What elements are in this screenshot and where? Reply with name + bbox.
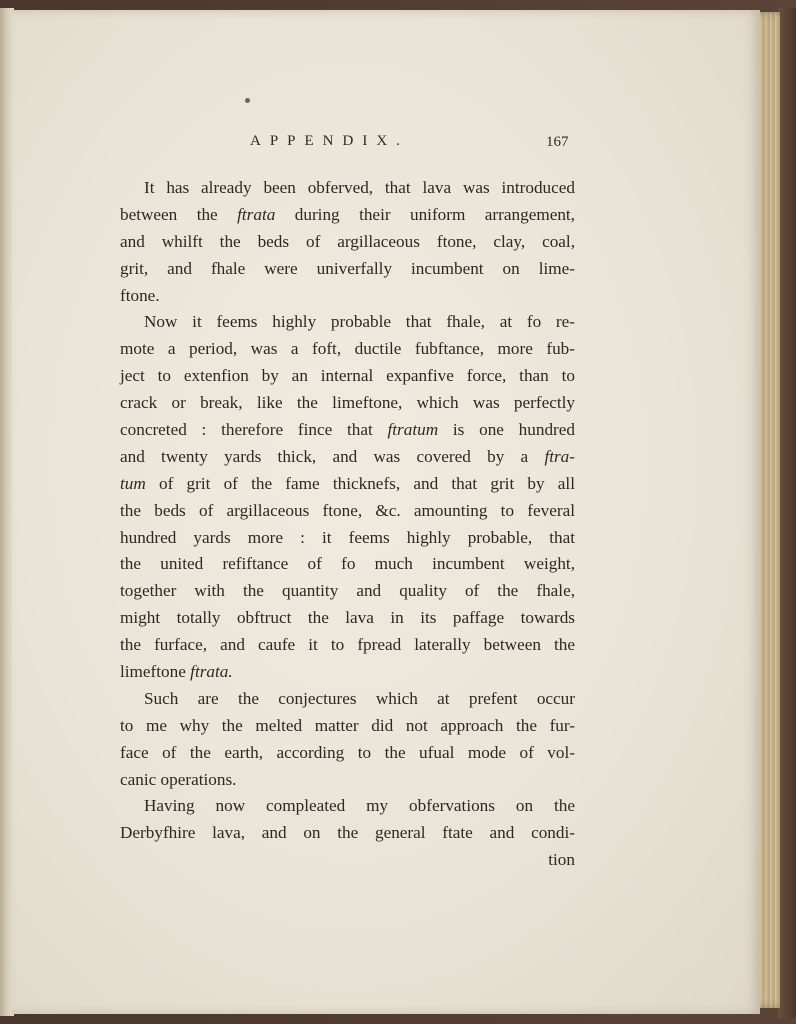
text-line: together with the quantity and quality of the fhale,: [120, 581, 575, 601]
text-line: Derbyfhire lava, and on the general ftate and condi-: [120, 823, 575, 843]
page-number: 167: [546, 134, 569, 150]
text-line: to me why the melted matter did not approach the fur-: [120, 715, 575, 735]
text-line: grit, and fhale were univerfally incumbent on lime-: [120, 258, 575, 278]
text-line: the united refiftance of fo much incumbent weight,: [120, 554, 575, 574]
text-line: the beds of argillaceous ftone, &c. amounting to feveral: [120, 500, 575, 520]
text-line: and whilft the beds of argillaceous ftone, clay, coal,: [120, 231, 575, 251]
text-line: canic operations.: [120, 769, 237, 789]
text-line: the furface, and caufe it to fpread laterally between the: [120, 635, 575, 655]
text-line: Such are the conjectures which at prefent occur: [144, 688, 575, 708]
text-line: It has already been obferved, that lava was introduced: [144, 178, 575, 197]
running-head: APPENDIX.: [250, 133, 409, 149]
text-line: ftone.: [120, 285, 160, 305]
text-line: might totally obftruct the lava in its paffage towards: [120, 608, 575, 628]
text-line: limeftone ftrata.: [120, 662, 233, 682]
text-line: hundred yards more : it feems highly probable, that: [120, 527, 575, 547]
text-line: Now it feems highly probable that fhale, at fo re-: [144, 312, 575, 332]
text-line: ject to extenfion by an internal expanfive force, than to: [120, 366, 575, 386]
text-line: and twenty yards thick, and was covered by a ftra-: [120, 446, 575, 466]
text-line: between the ftrata during their uniform arrangement,: [120, 204, 575, 224]
text-line: concreted : therefore fince that ftratum is one hundred: [120, 420, 575, 440]
text-line: mote a period, was a foft, ductile fubftance, more fub-: [120, 339, 575, 359]
text-line: face of the earth, according to the ufual mode of vol-: [120, 742, 575, 762]
text-line: Having now compleated my obfervations on the: [144, 796, 575, 816]
body-text: [120, 175, 575, 874]
book-cover-edge: [778, 8, 796, 1018]
catchword: tion: [548, 850, 575, 870]
text-line: crack or break, like the limeftone, which was perfectly: [120, 393, 575, 413]
text-line: tum of grit of the fame thicknefs, and that grit by all: [120, 473, 575, 493]
ink-spot: [245, 98, 250, 103]
